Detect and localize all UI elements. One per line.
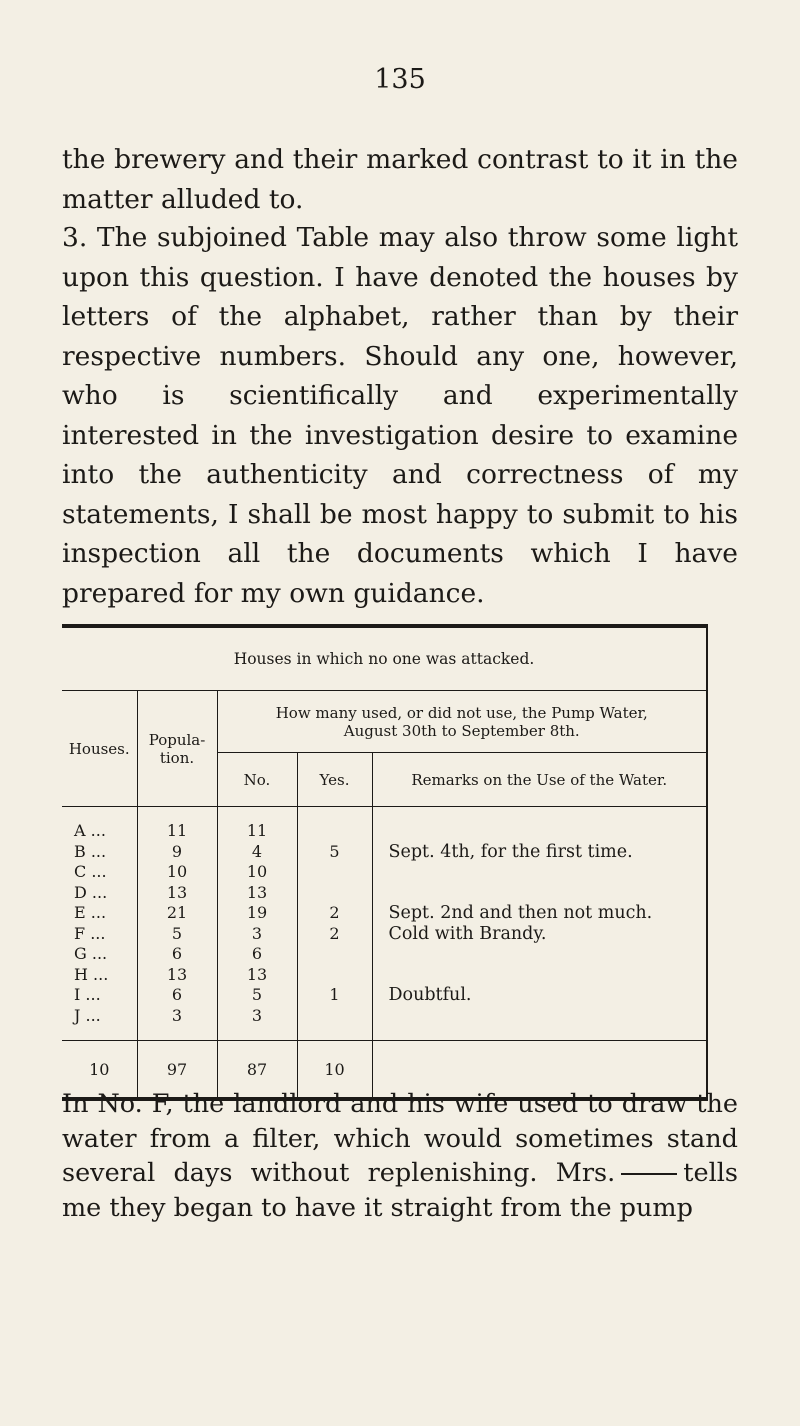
table-cell-house: D ... <box>74 882 108 902</box>
table-cell-yes: 2 <box>329 903 340 922</box>
yes-column <box>297 807 372 1041</box>
table-cell-population: 3 <box>171 1005 183 1025</box>
table-cell-house: C ... <box>74 862 107 881</box>
table-cell-no: 5 <box>251 985 263 1004</box>
total-no: 87 <box>217 1041 297 1098</box>
paragraph-1: the brewery and their marked contrast to it in the matter alluded to. <box>62 144 738 215</box>
closing-text-end: tells me they began to have it straight from the pump <box>62 1158 738 1223</box>
table-caption: Houses in which no one was attacked. <box>62 628 706 691</box>
table-cell-population: 13 <box>166 882 188 902</box>
name-omitted-dash <box>621 1173 677 1175</box>
table-cell-population: 13 <box>166 964 188 984</box>
table-cell-yes <box>298 1006 372 1027</box>
table-cell-yes: 1 <box>329 985 340 1004</box>
page-number: 135 <box>374 64 426 95</box>
table-cell-no: 10 <box>246 862 268 881</box>
table-cell-house: H ... <box>74 964 109 984</box>
table-cell-house: A ... <box>74 821 106 840</box>
table-cell-house: F ... <box>74 923 106 943</box>
table-cell-no: 13 <box>246 882 268 902</box>
table-cell-remark <box>389 944 707 965</box>
table-cell-yes: 2 <box>329 923 340 943</box>
table-cell-yes <box>298 944 372 965</box>
table-cell-remark <box>389 883 707 904</box>
table-cell-no: 19 <box>246 903 268 922</box>
table-cell-population: 10 <box>166 862 188 881</box>
table-cell-remark <box>389 1006 707 1027</box>
paragraph-2: 3. The subjoined Table may also throw some light upon this question. I have denoted the houses by letters of the alphabet, rather than by their respective numbers. Should any one, however, who is scientifically and experimentally interested in the investigation desire to examine into the authenticity and correctness of my statements, I shall be most happy to submit to his inspection all the documents which I have prepared for my own guidance. <box>62 222 738 609</box>
table-cell-no: 6 <box>251 944 263 963</box>
no-column <box>217 807 297 1041</box>
table-cell-remark <box>389 965 707 986</box>
table-cell-population: 6 <box>171 985 183 1004</box>
population-column <box>137 807 217 1041</box>
col-header-no: No. <box>217 753 297 807</box>
table-cell-population: 6 <box>171 944 183 963</box>
houses-column <box>62 807 137 1041</box>
table-cell-no: 3 <box>251 923 263 943</box>
table-cell-house: I ... <box>74 985 101 1004</box>
table-cell-yes <box>298 862 372 883</box>
col-header-remarks: Remarks on the Use of the Water. <box>372 753 706 807</box>
table-cell-population: 9 <box>171 841 183 861</box>
col-header-yes: Yes. <box>297 753 372 807</box>
table-cell-remark: Sept. 4th, for the first time. <box>388 841 633 862</box>
table-cell-house: E ... <box>74 903 107 922</box>
col-header-houses: Houses. <box>62 691 137 807</box>
table-cell-population: 11 <box>166 821 188 840</box>
table-cell-remark: Doubtful. <box>388 985 472 1005</box>
table-cell-house: B ... <box>74 841 107 861</box>
table-body <box>62 807 706 1041</box>
table-cell-no: 13 <box>246 964 268 984</box>
table-cell-no: 3 <box>251 1005 263 1025</box>
table-cell-no: 11 <box>246 821 268 840</box>
table-cell-remark: Sept. 2nd and then not much. <box>388 903 653 923</box>
table-cell-yes <box>298 883 372 904</box>
table-cell-remark <box>389 862 707 883</box>
table-cell-house: J ... <box>74 1005 101 1025</box>
closing-text-start: In No. F, the landlord and his wife used to draw the water from a filter, which would sometimes stand several days without replenishing. Mrs. <box>62 1089 738 1188</box>
table-cell-remark: Cold with Brandy. <box>388 923 547 944</box>
table-cell-population: 21 <box>166 903 188 922</box>
table-cell-yes <box>298 821 372 842</box>
total-yes: 10 <box>297 1041 372 1098</box>
col-header-group: How many used, or did not use, the Pump Water, August 30th to September 8th. <box>217 691 706 753</box>
table-cell-yes: 5 <box>329 841 340 861</box>
table-cell-remark <box>389 821 707 842</box>
total-houses: 10 <box>62 1041 137 1098</box>
table-cell-house: G ... <box>74 944 108 963</box>
houses-table <box>62 624 708 1101</box>
closing-paragraph <box>62 1087 738 1225</box>
remarks-column <box>372 807 706 1041</box>
col-header-population: Popula- tion. <box>137 691 217 807</box>
table-cell-yes <box>298 965 372 986</box>
total-population: 97 <box>137 1041 217 1098</box>
table-cell-no: 4 <box>251 841 263 861</box>
table-cell-population: 5 <box>171 923 183 943</box>
